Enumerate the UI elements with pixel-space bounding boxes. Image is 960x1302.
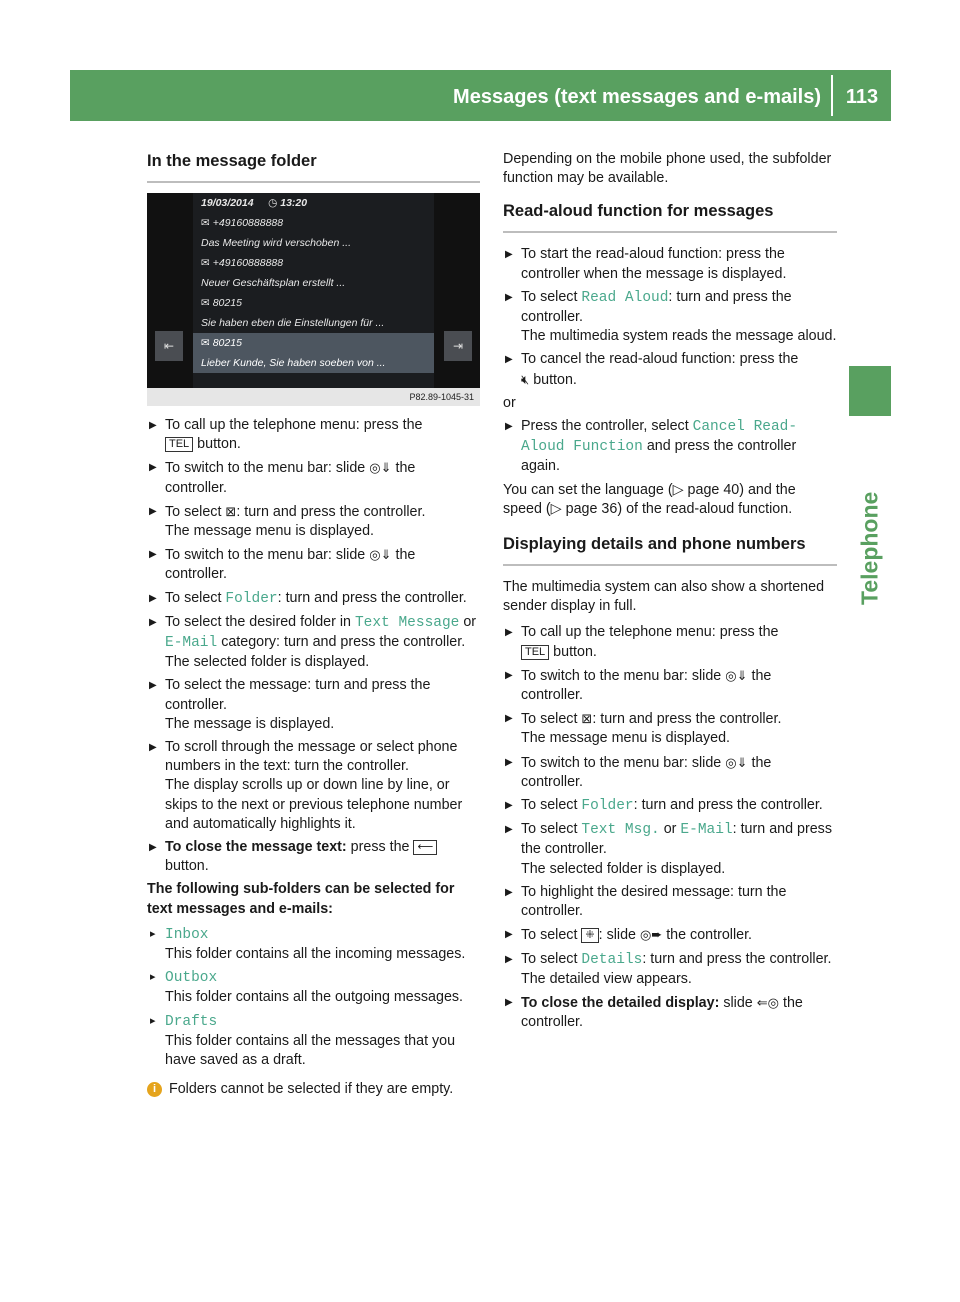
- heading-read-aloud: Read-aloud function for messages: [503, 200, 837, 233]
- side-tab-label: Telephone: [856, 491, 883, 605]
- step: ▶ To switch to the menu bar: slide ◎⇓ the controller.: [503, 666, 837, 705]
- back-button-icon: ⟵: [413, 840, 437, 855]
- step: ▶ To select ⁜ : slide ◎➨ the controller.: [503, 925, 837, 945]
- list-item-selected: Lieber Kunde, Sie haben soeben von ...: [193, 353, 434, 373]
- forward-arrow-icon: ⇥: [444, 331, 472, 361]
- step: ▶ To call up the telephone menu: press the TEL button.: [503, 623, 837, 661]
- figure-reference: P82.89-1045-31: [147, 388, 480, 406]
- step: ▶ To cancel the read-aloud function: press the 🔇︎ button.: [503, 350, 837, 389]
- right-column: [503, 150, 837, 1036]
- step: ▶ To start the read-aloud function: press the controller when the message is displayed.: [503, 245, 837, 283]
- side-tab-marker: [849, 366, 891, 416]
- step: ▶ To select Folder: turn and press the controller.: [503, 796, 837, 816]
- list-item: Sie haben eben die Einstellungen für ...: [201, 317, 385, 329]
- screen-time: 13:20: [280, 197, 308, 209]
- mute-icon: 🔇︎: [521, 371, 530, 387]
- envelope-icon: ✉: [201, 257, 213, 269]
- section-title: Messages (text messages and e-mails): [453, 86, 821, 108]
- details-intro: The multimedia system can also show a shortened sender display in full.: [503, 579, 825, 615]
- step: ▶ To select the message: turn and press the controller. The message is displayed.: [147, 676, 480, 734]
- info-note: i Folders cannot be selected if they are empty.: [147, 1080, 480, 1099]
- options-icon: ⁜: [581, 928, 598, 943]
- step: ▶ To close the message text: press the ⟵ button.: [147, 838, 480, 876]
- step: ▶ To switch to the menu bar: slide ◎⇓ the controller.: [147, 545, 480, 584]
- page-header: [70, 70, 891, 121]
- list-item: ✉ +49160888888: [201, 257, 284, 269]
- folder-item: ▸ Drafts This folder contains all the messages that you have saved as a draft.: [147, 1012, 480, 1071]
- step: ▶ To select the desired folder in Text Message or E-Mail category: turn and press the controller. The selected folder is displayed.: [147, 613, 480, 673]
- step: ▶ To close the detailed display: slide ⇐◎ the controller.: [503, 993, 837, 1032]
- list-item: ✉ 80215: [201, 297, 242, 309]
- screen-date: 19/03/2014: [201, 197, 254, 209]
- list-item-selected: ✉ 80215: [193, 333, 434, 353]
- controller-slide-down-icon: ◎⇓: [725, 754, 748, 770]
- message-list-screen: [193, 193, 434, 388]
- page-number: 113: [845, 86, 879, 108]
- list-item: Das Meeting wird verschoben ...: [201, 237, 351, 249]
- step: ▶ To select Folder: turn and press the controller.: [147, 589, 480, 609]
- step: ▶ Press the controller, select Cancel Read-Aloud Function and press the controller again.: [503, 417, 837, 477]
- controller-slide-right-icon: ◎➨: [639, 927, 663, 943]
- step: ▶ To switch to the menu bar: slide ◎⇓ the controller.: [147, 458, 480, 497]
- display-screenshot: [147, 193, 480, 406]
- envelope-icon: ⊠: [225, 503, 237, 519]
- step: ▶ To scroll through the message or select phone numbers in the text: turn the controller. The display scrolls up or down line by line, or skips to the next or previous telephone number and automatically highlights it.: [147, 738, 480, 834]
- envelope-icon: ✉: [201, 297, 213, 309]
- clock-icon: ◷: [268, 197, 278, 209]
- tel-key-icon: TEL: [165, 437, 193, 452]
- list-item: Neuer Geschäftsplan erstellt ...: [201, 277, 346, 289]
- step: ▶ To switch to the menu bar: slide ◎⇓ the controller.: [503, 753, 837, 792]
- envelope-icon: ⊠: [581, 711, 593, 727]
- or-text: or: [503, 394, 516, 411]
- tel-key-icon: TEL: [521, 645, 549, 660]
- screen-header: [193, 193, 434, 213]
- back-arrow-icon: ⇤: [155, 331, 183, 361]
- step: ▶ To select Read Aloud: turn and press the controller. The multimedia system reads the message aloud.: [503, 288, 837, 347]
- controller-slide-down-icon: ◎⇓: [369, 547, 392, 563]
- controller-slide-left-icon: ⇐◎: [756, 994, 779, 1010]
- heading-details: Displaying details and phone numbers: [503, 533, 837, 566]
- heading-message-folder: In the message folder: [147, 150, 480, 183]
- step: ▶ To call up the telephone menu: press the TEL button.: [147, 416, 480, 454]
- envelope-icon: ✉: [201, 337, 213, 349]
- language-speed-note: You can set the language (▷ page 40) and the speed (▷ page 36) of the read-aloud function.: [503, 481, 796, 517]
- subfolders-intro: The following sub-folders can be selected for text messages and e-mails:: [147, 881, 455, 917]
- subfolder-intro: Depending on the mobile phone used, the subfolder function may be available.: [503, 151, 832, 187]
- left-column: [147, 150, 480, 1100]
- step: ▶ To select ⊠: turn and press the controller. The message menu is displayed.: [147, 502, 480, 541]
- step: ▶ To select Details: turn and press the controller. The detailed view appears.: [503, 950, 837, 989]
- controller-slide-down-icon: ◎⇓: [369, 460, 392, 476]
- step: ▶ To highlight the desired message: turn the controller.: [503, 883, 837, 921]
- step: ▶ To select ⊠: turn and press the controller. The message menu is displayed.: [503, 709, 837, 748]
- info-icon: i: [147, 1082, 162, 1097]
- list-item: ✉ +49160888888: [201, 217, 284, 229]
- envelope-icon: ✉: [201, 217, 213, 229]
- step: ▶ To select Text Msg. or E-Mail: turn and press the controller. The selected folder is displayed.: [503, 820, 837, 879]
- folder-item: ▸ Outbox This folder contains all the outgoing messages.: [147, 968, 480, 1007]
- folder-item: ▸ Inbox This folder contains all the incoming messages.: [147, 925, 480, 964]
- controller-slide-down-icon: ◎⇓: [725, 667, 748, 683]
